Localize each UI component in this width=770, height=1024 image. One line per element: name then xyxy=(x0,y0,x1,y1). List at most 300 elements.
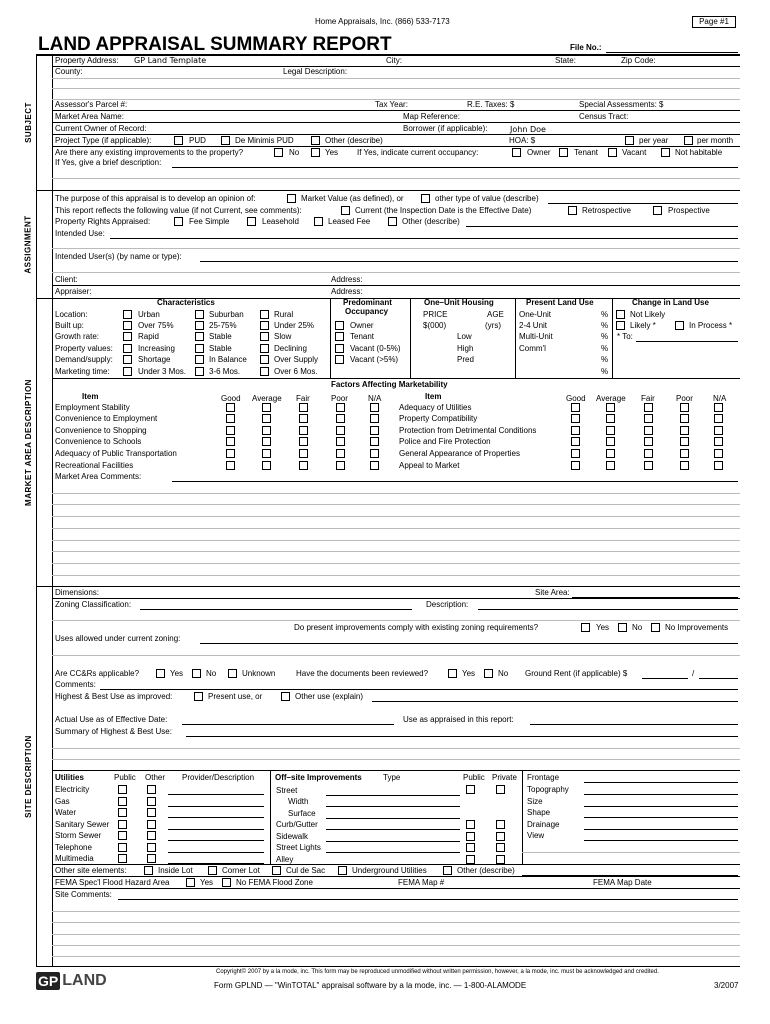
utility-item: Storm Sewer xyxy=(55,831,102,840)
blank-line[interactable] xyxy=(52,956,740,957)
rating-poor: Poor xyxy=(331,394,348,403)
utility-provider-field[interactable] xyxy=(168,852,264,853)
factor-checkbox[interactable] xyxy=(299,437,308,446)
comply-no-checkbox[interactable] xyxy=(618,623,627,632)
docs-yes-label: Yes xyxy=(462,669,476,678)
utility-provider-field[interactable] xyxy=(168,840,264,841)
not-likely-checkbox[interactable] xyxy=(616,310,625,319)
fema-no-checkbox[interactable] xyxy=(222,878,231,887)
pct-sign: % xyxy=(601,355,609,364)
underground-utilities-checkbox[interactable] xyxy=(338,866,347,875)
blank-line[interactable] xyxy=(52,945,740,946)
factor-checkbox[interactable] xyxy=(299,449,308,458)
occ-tenant-label: Tenant xyxy=(350,332,375,341)
zip-label: Zip Code: xyxy=(621,56,656,65)
other-use-field[interactable] xyxy=(372,701,738,702)
slow-checkbox[interactable] xyxy=(260,332,269,341)
under-3-checkbox[interactable] xyxy=(123,367,132,376)
factor-checkbox[interactable] xyxy=(644,403,653,412)
form-date: 3/2007 xyxy=(714,981,739,990)
uses-allowed-label: Uses allowed under current zoning: xyxy=(55,634,181,643)
fema-yes-checkbox[interactable] xyxy=(186,878,195,887)
blank-line[interactable] xyxy=(522,852,740,853)
factor-checkbox[interactable] xyxy=(370,403,379,412)
in-process-label: In Process * xyxy=(689,321,733,330)
rating-na: N/A xyxy=(368,394,382,403)
occupancy-owner-checkbox[interactable] xyxy=(512,148,521,157)
section-assignment: ASSIGNMENT xyxy=(23,214,33,274)
comply-yes-checkbox[interactable] xyxy=(581,623,590,632)
blank-line[interactable] xyxy=(52,563,740,564)
blank-line[interactable] xyxy=(52,528,740,529)
logo-land: LAND xyxy=(62,972,107,989)
ground-rent-period-field[interactable] xyxy=(699,678,738,679)
declining-checkbox[interactable] xyxy=(260,344,269,353)
factor-checkbox[interactable] xyxy=(299,414,308,423)
present-use-checkbox[interactable] xyxy=(194,692,203,701)
factor-checkbox[interactable] xyxy=(262,403,271,412)
in-balance-checkbox[interactable] xyxy=(195,355,204,364)
factor-checkbox[interactable] xyxy=(336,437,345,446)
factor-checkbox[interactable] xyxy=(714,426,723,435)
retrospective-checkbox[interactable] xyxy=(568,206,577,215)
occ-owner-checkbox[interactable] xyxy=(335,321,344,330)
offsite-private-checkbox[interactable] xyxy=(496,820,505,829)
25-75-checkbox[interactable] xyxy=(195,321,204,330)
factor-item: Convenience to Shopping xyxy=(55,426,147,435)
market-value-checkbox[interactable] xyxy=(287,194,296,203)
section-divider xyxy=(36,190,740,191)
factor-checkbox[interactable] xyxy=(606,461,615,470)
factor-checkbox[interactable] xyxy=(262,414,271,423)
utilities-heading: Utilities xyxy=(55,773,84,782)
frame-bottom xyxy=(36,966,740,967)
other-rights-label: Other (describe) xyxy=(402,217,460,226)
topography-field[interactable] xyxy=(584,794,738,795)
other-describe-label: Other (describe) xyxy=(325,136,383,145)
under-25-checkbox[interactable] xyxy=(260,321,269,330)
re-taxes-label: R.E. Taxes: $ xyxy=(467,100,515,109)
other-rights-checkbox[interactable] xyxy=(388,217,397,226)
factor-checkbox[interactable] xyxy=(370,449,379,458)
factor-checkbox[interactable] xyxy=(226,403,235,412)
census-tract-label: Census Tract: xyxy=(579,112,629,121)
factor-checkbox[interactable] xyxy=(680,437,689,446)
utility-public-checkbox[interactable] xyxy=(118,808,127,817)
factor-checkbox[interactable] xyxy=(606,403,615,412)
client-label: Client: xyxy=(55,275,78,284)
blank-line[interactable] xyxy=(52,178,740,179)
age-label: AGE xyxy=(487,310,504,319)
factor-checkbox[interactable] xyxy=(680,449,689,458)
offsite-private-checkbox[interactable] xyxy=(496,843,505,852)
offsite-type-field[interactable] xyxy=(326,852,460,853)
offsite-public-checkbox[interactable] xyxy=(466,843,475,852)
offsite-public-checkbox[interactable] xyxy=(466,832,475,841)
ccrs-no-checkbox[interactable] xyxy=(192,669,201,678)
blank-line[interactable] xyxy=(52,78,740,79)
intended-users-field[interactable] xyxy=(200,261,738,262)
blank-line[interactable] xyxy=(52,922,740,923)
ccrs-unknown-checkbox[interactable] xyxy=(228,669,237,678)
ground-rent-field[interactable] xyxy=(642,678,688,679)
improvements-no-checkbox[interactable] xyxy=(274,148,283,157)
brief-description-label: If Yes, give a brief description: xyxy=(55,158,162,167)
blank-line[interactable] xyxy=(52,934,740,935)
borrower-field[interactable]: John Doe xyxy=(510,125,546,134)
market-comments-label: Market Area Comments: xyxy=(55,472,142,481)
offsite-type-field[interactable] xyxy=(326,795,460,796)
in-balance-label: In Balance xyxy=(209,355,247,364)
utility-other-checkbox[interactable] xyxy=(147,808,156,817)
factor-item: Employment Stability xyxy=(55,403,130,412)
blank-line[interactable] xyxy=(52,748,740,749)
other-rights-field[interactable] xyxy=(466,226,738,227)
utility-provider-field[interactable] xyxy=(168,817,264,818)
3-6-months-checkbox[interactable] xyxy=(195,367,204,376)
factor-checkbox[interactable] xyxy=(336,461,345,470)
blank-line[interactable] xyxy=(52,516,740,517)
fee-simple-checkbox[interactable] xyxy=(174,217,183,226)
factor-checkbox[interactable] xyxy=(606,414,615,423)
utility-item: Gas xyxy=(55,797,70,806)
shortage-checkbox[interactable] xyxy=(123,355,132,364)
current-value-checkbox[interactable] xyxy=(341,206,350,215)
hbu-label: Highest & Best Use as improved: xyxy=(55,692,173,701)
occupancy-vacant-label: Vacant xyxy=(622,148,647,157)
actual-use-field[interactable] xyxy=(182,724,394,725)
uses-allowed-field[interactable] xyxy=(200,643,738,644)
factor-checkbox[interactable] xyxy=(714,403,723,412)
de-minimis-pud-label: De Minimis PUD xyxy=(235,136,294,145)
underground-utilities-label: Underground Utilities xyxy=(352,866,427,875)
pct-sign: % xyxy=(601,344,609,353)
leasehold-checkbox[interactable] xyxy=(247,217,256,226)
pct-sign: % xyxy=(601,321,609,330)
factor-checkbox[interactable] xyxy=(262,437,271,446)
vacant-over-5-checkbox[interactable] xyxy=(335,355,344,364)
factor-checkbox[interactable] xyxy=(606,437,615,446)
utility-other-checkbox[interactable] xyxy=(147,820,156,829)
factor-checkbox[interactable] xyxy=(262,449,271,458)
blank-line[interactable] xyxy=(52,272,740,273)
offsite-private-checkbox[interactable] xyxy=(496,785,505,794)
tax-year-label: Tax Year: xyxy=(375,100,408,109)
market-comments-field[interactable] xyxy=(172,481,738,482)
county-label: County: xyxy=(55,67,83,76)
leased-fee-checkbox[interactable] xyxy=(314,217,323,226)
offsite-private-checkbox[interactable] xyxy=(496,855,505,864)
lu-comm-label: Comm'l xyxy=(519,344,546,353)
utility-item: Telephone xyxy=(55,843,92,852)
city-label: City: xyxy=(386,56,402,65)
ccrs-label: Are CC&Rs applicable? xyxy=(55,669,140,678)
pud-checkbox[interactable] xyxy=(174,136,183,145)
factor-checkbox[interactable] xyxy=(680,403,689,412)
property-rights-label: Property Rights Appraised: xyxy=(55,217,151,226)
client-address-label: Address: xyxy=(331,275,363,284)
ground-rent-slash: / xyxy=(692,669,695,678)
occupancy-question: If Yes, indicate current occupancy: xyxy=(357,148,479,157)
offsite-type-field[interactable] xyxy=(326,818,460,819)
over-6-checkbox[interactable] xyxy=(260,367,269,376)
increasing-checkbox[interactable] xyxy=(123,344,132,353)
factor-checkbox[interactable] xyxy=(262,461,271,470)
row-line xyxy=(52,770,740,771)
utility-provider-field[interactable] xyxy=(168,794,264,795)
row-line xyxy=(52,134,740,135)
factor-checkbox[interactable] xyxy=(226,414,235,423)
row-line xyxy=(52,378,740,379)
urban-checkbox[interactable] xyxy=(123,310,132,319)
docs-no-checkbox[interactable] xyxy=(484,669,493,678)
item-heading: Item xyxy=(425,392,442,401)
improvements-no-label: No xyxy=(289,148,300,157)
size-field[interactable] xyxy=(584,806,738,807)
offsite-type-field[interactable] xyxy=(326,829,460,830)
row-line xyxy=(52,146,740,147)
factor-checkbox[interactable] xyxy=(262,426,271,435)
present-land-use-heading: Present Land Use xyxy=(526,298,594,307)
blank-line[interactable] xyxy=(52,551,740,552)
offsite-private-checkbox[interactable] xyxy=(496,832,505,841)
frontage-item: Frontage xyxy=(527,773,560,782)
utility-item: Water xyxy=(55,808,77,817)
section-market-area: MARKET AREA DESCRIPTION xyxy=(23,378,33,506)
over-supply-label: Over Supply xyxy=(274,355,319,364)
likely-checkbox[interactable] xyxy=(616,321,625,330)
offsite-item: Width xyxy=(288,797,309,806)
factor-checkbox[interactable] xyxy=(336,414,345,423)
shape-field[interactable] xyxy=(584,817,738,818)
per-year-checkbox[interactable] xyxy=(625,136,634,145)
section-site-description: SITE DESCRIPTION xyxy=(23,734,33,818)
utility-other-checkbox[interactable] xyxy=(147,831,156,840)
rapid-checkbox[interactable] xyxy=(123,332,132,341)
vacant-0-5-checkbox[interactable] xyxy=(335,344,344,353)
prospective-checkbox[interactable] xyxy=(653,206,662,215)
ccrs-yes-checkbox[interactable] xyxy=(156,669,165,678)
factor-checkbox[interactable] xyxy=(680,461,689,470)
factor-checkbox[interactable] xyxy=(226,449,235,458)
section-divider xyxy=(36,586,740,587)
property-values-label: Property values: xyxy=(55,344,113,353)
occ-tenant-checkbox[interactable] xyxy=(335,332,344,341)
property-address-field[interactable]: GP Land Template xyxy=(134,56,207,65)
gp-land-logo xyxy=(36,971,107,991)
factor-checkbox[interactable] xyxy=(714,461,723,470)
no-improvements-checkbox[interactable] xyxy=(651,623,660,632)
in-process-checkbox[interactable] xyxy=(675,321,684,330)
factor-checkbox[interactable] xyxy=(336,426,345,435)
factor-checkbox[interactable] xyxy=(571,403,580,412)
slow-label: Slow xyxy=(274,332,292,341)
use-as-appraised-field[interactable] xyxy=(530,724,738,725)
factor-item: Appeal to Market xyxy=(399,461,460,470)
utility-other-checkbox[interactable] xyxy=(147,797,156,806)
one-unit-housing-heading: One–Unit Housing xyxy=(424,298,494,307)
factor-item: Property Compatibility xyxy=(399,414,478,423)
lu-2-4-unit-label: 2-4 Unit xyxy=(519,321,548,330)
other-value-checkbox[interactable] xyxy=(421,194,430,203)
per-month-checkbox[interactable] xyxy=(684,136,693,145)
de-minimis-pud-checkbox[interactable] xyxy=(221,136,230,145)
blank-line[interactable] xyxy=(52,248,740,249)
factor-checkbox[interactable] xyxy=(571,426,580,435)
private-heading: Private xyxy=(492,773,517,782)
rural-checkbox[interactable] xyxy=(260,310,269,319)
factor-checkbox[interactable] xyxy=(606,426,615,435)
utility-other-checkbox[interactable] xyxy=(147,785,156,794)
comments-field[interactable] xyxy=(100,689,738,690)
borrower-label: Borrower (if applicable): xyxy=(403,124,488,133)
stable-growth-checkbox[interactable] xyxy=(195,332,204,341)
age-unit-label: (yrs) xyxy=(485,321,501,330)
pred-label: Pred xyxy=(457,355,474,364)
factor-checkbox[interactable] xyxy=(606,449,615,458)
offsite-public-checkbox[interactable] xyxy=(466,820,475,829)
factor-checkbox[interactable] xyxy=(644,449,653,458)
brief-description-field[interactable] xyxy=(172,167,738,168)
lu-one-unit-label: One-Unit xyxy=(519,310,552,319)
blank-line[interactable] xyxy=(52,911,740,912)
view-field[interactable] xyxy=(584,840,738,841)
utility-provider-field[interactable] xyxy=(168,829,264,830)
utility-public-checkbox[interactable] xyxy=(118,797,127,806)
factor-checkbox[interactable] xyxy=(226,426,235,435)
factor-checkbox[interactable] xyxy=(680,426,689,435)
improvements-yes-checkbox[interactable] xyxy=(311,148,320,157)
occupancy-vacant-checkbox[interactable] xyxy=(608,148,617,157)
intended-use-field[interactable] xyxy=(110,238,738,239)
utility-other-checkbox[interactable] xyxy=(147,854,156,863)
other-project-checkbox[interactable] xyxy=(311,136,320,145)
factor-checkbox[interactable] xyxy=(370,437,379,446)
blank-line[interactable] xyxy=(52,620,740,621)
factor-checkbox[interactable] xyxy=(714,414,723,423)
factor-checkbox[interactable] xyxy=(226,437,235,446)
site-comments-field[interactable] xyxy=(118,899,738,900)
blank-line[interactable] xyxy=(52,759,740,760)
factor-checkbox[interactable] xyxy=(644,437,653,446)
factor-checkbox[interactable] xyxy=(370,461,379,470)
change-to-field[interactable] xyxy=(636,341,738,342)
factor-checkbox[interactable] xyxy=(571,414,580,423)
blank-line[interactable] xyxy=(52,88,740,89)
summary-hbu-field[interactable] xyxy=(186,736,738,737)
type-heading: Type xyxy=(383,773,401,782)
factor-checkbox[interactable] xyxy=(336,449,345,458)
utility-public-checkbox[interactable] xyxy=(118,854,127,863)
drainage-field[interactable] xyxy=(584,829,738,830)
factor-checkbox[interactable] xyxy=(370,426,379,435)
utility-public-checkbox[interactable] xyxy=(118,785,127,794)
blank-line[interactable] xyxy=(52,540,740,541)
factor-checkbox[interactable] xyxy=(336,403,345,412)
stable-values-checkbox[interactable] xyxy=(195,344,204,353)
special-assessments-label: Special Assessments: $ xyxy=(579,100,664,109)
utility-item: Multimedia xyxy=(55,854,94,863)
factor-checkbox[interactable] xyxy=(714,437,723,446)
appraiser-address-label: Address: xyxy=(331,287,363,296)
factor-checkbox[interactable] xyxy=(644,426,653,435)
over-75-checkbox[interactable] xyxy=(123,321,132,330)
rating-na: N/A xyxy=(713,394,727,403)
factor-checkbox[interactable] xyxy=(571,461,580,470)
inside-lot-label: Inside Lot xyxy=(158,866,193,875)
frontage-item: View xyxy=(527,831,545,840)
factor-checkbox[interactable] xyxy=(370,414,379,423)
no-improvements-label: No Improvements xyxy=(665,623,729,632)
row-line xyxy=(52,888,740,889)
docs-yes-checkbox[interactable] xyxy=(448,669,457,678)
over-6-label: Over 6 Mos. xyxy=(274,367,318,376)
provider-heading: Provider/Description xyxy=(182,773,255,782)
factor-checkbox[interactable] xyxy=(571,437,580,446)
zoning-field[interactable] xyxy=(140,609,412,610)
not-habitable-checkbox[interactable] xyxy=(661,148,670,157)
pct-sign: % xyxy=(601,310,609,319)
declining-label: Declining xyxy=(274,344,307,353)
blank-line[interactable] xyxy=(52,655,740,656)
utility-provider-field[interactable] xyxy=(168,806,264,807)
blank-line[interactable] xyxy=(52,504,740,505)
factor-item: General Appearance of Properties xyxy=(399,449,520,458)
factor-checkbox[interactable] xyxy=(680,414,689,423)
fema-yes-label: Yes xyxy=(200,878,214,887)
price-label: PRICE xyxy=(423,310,448,319)
comments-label: Comments: xyxy=(55,680,96,689)
occupancy-tenant-checkbox[interactable] xyxy=(559,148,568,157)
blank-line[interactable] xyxy=(52,493,740,494)
factor-checkbox[interactable] xyxy=(644,461,653,470)
state-label: State: xyxy=(555,56,576,65)
other-elements-checkbox[interactable] xyxy=(443,866,452,875)
utility-public-checkbox[interactable] xyxy=(118,843,127,852)
market-area-name-label: Market Area Name: xyxy=(55,112,124,121)
offsite-public-checkbox[interactable] xyxy=(466,855,475,864)
other-value-field[interactable] xyxy=(548,203,738,204)
offsite-type-field[interactable] xyxy=(326,806,460,807)
factor-item: Adequacy of Public Transportation xyxy=(55,449,177,458)
factor-checkbox[interactable] xyxy=(299,461,308,470)
corner-lot-checkbox[interactable] xyxy=(208,866,217,875)
frontage-field[interactable] xyxy=(584,782,738,783)
blank-line[interactable] xyxy=(52,575,740,576)
utility-public-checkbox[interactable] xyxy=(118,831,127,840)
factor-checkbox[interactable] xyxy=(299,426,308,435)
factor-checkbox[interactable] xyxy=(714,449,723,458)
factor-checkbox[interactable] xyxy=(226,461,235,470)
inside-lot-checkbox[interactable] xyxy=(144,866,153,875)
offsite-public-checkbox[interactable] xyxy=(466,785,475,794)
suburban-label: Suburban xyxy=(209,310,244,319)
row-line xyxy=(52,285,740,286)
suburban-checkbox[interactable] xyxy=(195,310,204,319)
utility-other-checkbox[interactable] xyxy=(147,843,156,852)
other-use-checkbox[interactable] xyxy=(281,692,290,701)
file-no-field[interactable] xyxy=(606,52,738,53)
offsite-type-field[interactable] xyxy=(326,841,460,842)
over-supply-checkbox[interactable] xyxy=(260,355,269,364)
cul-de-sac-checkbox[interactable] xyxy=(272,866,281,875)
factor-checkbox[interactable] xyxy=(299,403,308,412)
factor-checkbox[interactable] xyxy=(571,449,580,458)
corner-lot-label: Corner Lot xyxy=(222,866,260,875)
factor-checkbox[interactable] xyxy=(644,414,653,423)
utility-public-checkbox[interactable] xyxy=(118,820,127,829)
zoning-description-field[interactable] xyxy=(478,609,738,610)
